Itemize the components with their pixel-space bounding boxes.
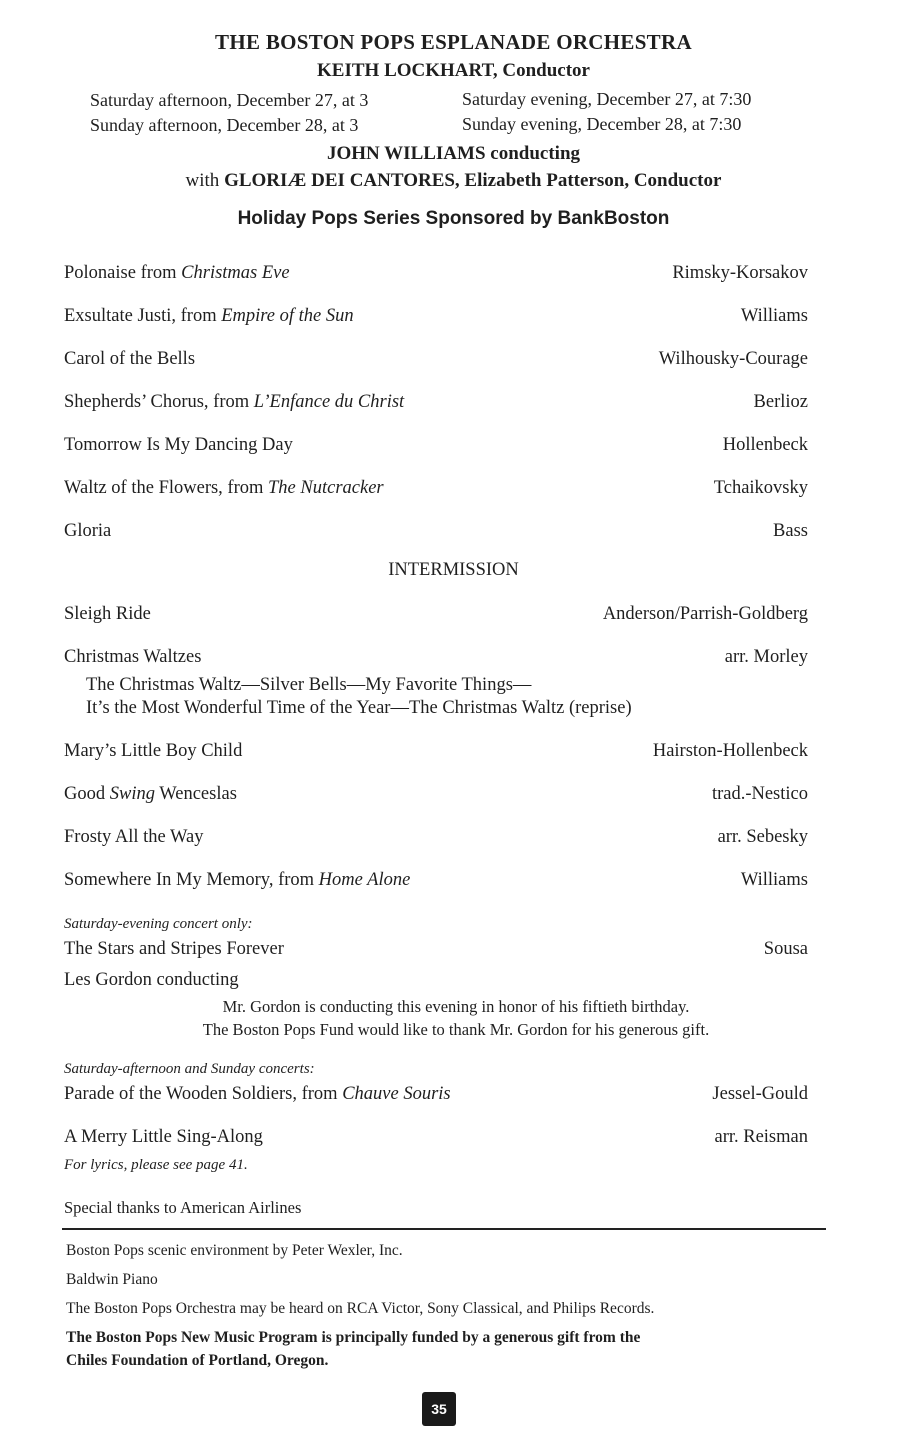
program-row	[64, 306, 808, 332]
choir-name: GLORIÆ DEI CANTORES, Elizabeth Patterson, Conductor	[224, 170, 722, 191]
program-row	[64, 263, 808, 289]
piece-title: Carol of the Bells	[64, 349, 196, 369]
composer: Anderson/Parrish-Goldberg	[602, 604, 808, 624]
program-row	[64, 1084, 808, 1110]
piece-title: Christmas Waltzes	[64, 647, 202, 667]
birthday-note: Mr. Gordon is conducting this evening in honor of his fiftieth birthday.	[222, 997, 690, 1016]
program-row	[64, 939, 808, 965]
composer: Williams	[740, 870, 808, 890]
composer: Williams	[740, 306, 808, 326]
program-row	[64, 349, 808, 375]
other-concerts-note: Saturday-afternoon and Sunday concerts:	[64, 1061, 315, 1077]
piece-title: Waltz of the Flowers, from The Nutcracker	[64, 478, 384, 498]
program-row	[64, 435, 808, 461]
footer-line: Boston Pops scenic environment by Peter Wexler, Inc.	[66, 1242, 403, 1259]
date-sat-evening: Saturday evening, December 27, at 7:30	[462, 89, 752, 109]
footer-line: The Boston Pops Orchestra may be heard on RCA Victor, Sony Classical, and Philips Records.	[66, 1300, 655, 1317]
piece-title: Tomorrow Is My Dancing Day	[64, 435, 293, 455]
composer: arr. Reisman	[714, 1127, 808, 1147]
composer: Rimsky-Korsakov	[672, 263, 808, 283]
footer-funding-line: The Boston Pops New Music Program is principally funded by a generous gift from the	[66, 1329, 641, 1346]
composer: Bass	[773, 521, 808, 541]
conductor-line: KEITH LOCKHART, Conductor	[317, 60, 590, 81]
piece-title: Exsultate Justi, from Empire of the Sun	[64, 306, 354, 326]
intermission-label: INTERMISSION	[388, 560, 519, 580]
piece-title: Frosty All the Way	[64, 827, 204, 847]
piece-title: A Merry Little Sing-Along	[64, 1127, 263, 1147]
program-row	[64, 604, 808, 630]
composer: Jessel-Gould	[712, 1084, 808, 1104]
footer-funding-line: Chiles Foundation of Portland, Oregon.	[66, 1352, 329, 1369]
piece-title: Polonaise from Christmas Eve	[64, 263, 290, 283]
special-thanks: Special thanks to American Airlines	[64, 1198, 302, 1217]
saturday-evening-note: Saturday-evening concert only:	[64, 916, 253, 932]
piece-title: Sleigh Ride	[64, 604, 151, 624]
medley-line: The Christmas Waltz—Silver Bells—My Favorite Things—	[86, 675, 532, 695]
composer: arr. Morley	[724, 647, 808, 667]
date-sun-afternoon: Sunday afternoon, December 28, at 3	[90, 115, 359, 135]
guest-conducting-line: Les Gordon conducting	[64, 970, 239, 990]
composer: Wilhousky-Courage	[658, 349, 808, 369]
composer: trad.-Nestico	[711, 784, 808, 804]
lyrics-note: For lyrics, please see page 41.	[64, 1157, 248, 1173]
medley-line: It’s the Most Wonderful Time of the Year—The Christmas Waltz (reprise)	[86, 698, 632, 718]
composer: Tchaikovsky	[713, 478, 808, 498]
program-row	[64, 647, 808, 673]
piece-title: Good Swing Wenceslas	[64, 784, 237, 804]
piece-title: Somewhere In My Memory, from Home Alone	[64, 870, 411, 890]
piece-title: The Stars and Stripes Forever	[64, 939, 284, 959]
composer: Hollenbeck	[722, 435, 808, 455]
piece-title: Mary’s Little Boy Child	[64, 741, 243, 761]
orchestra-title: THE BOSTON POPS ESPLANADE ORCHESTRA	[215, 30, 692, 54]
page-number: 35	[422, 1392, 456, 1426]
composer: Sousa	[763, 939, 808, 959]
composer: Berlioz	[753, 392, 808, 412]
program-row	[64, 784, 808, 810]
program-row	[64, 1127, 808, 1153]
piece-title: Shepherds’ Chorus, from L’Enfance du Christ	[64, 392, 405, 412]
program-row	[64, 870, 808, 896]
birthday-note: The Boston Pops Fund would like to thank Mr. Gordon for his generous gift.	[202, 1020, 710, 1039]
program-row	[64, 521, 808, 547]
piece-title: Parade of the Wooden Soldiers, from Chauve Souris	[64, 1084, 451, 1104]
date-sun-evening: Sunday evening, December 28, at 7:30	[462, 114, 742, 134]
program-row	[64, 392, 808, 418]
footer-line: Baldwin Piano	[66, 1271, 158, 1288]
date-sat-afternoon: Saturday afternoon, December 27, at 3	[90, 90, 369, 110]
footer-divider	[62, 1228, 826, 1230]
composer: arr. Sebesky	[717, 827, 808, 847]
program-row	[64, 741, 808, 767]
program-row	[64, 478, 808, 504]
sponsor-line: Holiday Pops Series Sponsored by BankBoston	[237, 208, 670, 229]
piece-title: Gloria	[64, 521, 112, 541]
program-row	[64, 827, 808, 853]
choir-line	[0, 170, 907, 192]
with-prefix: with	[185, 170, 220, 191]
composer: Hairston-Hollenbeck	[652, 741, 808, 761]
guest-conductor-line: JOHN WILLIAMS conducting	[326, 143, 581, 164]
